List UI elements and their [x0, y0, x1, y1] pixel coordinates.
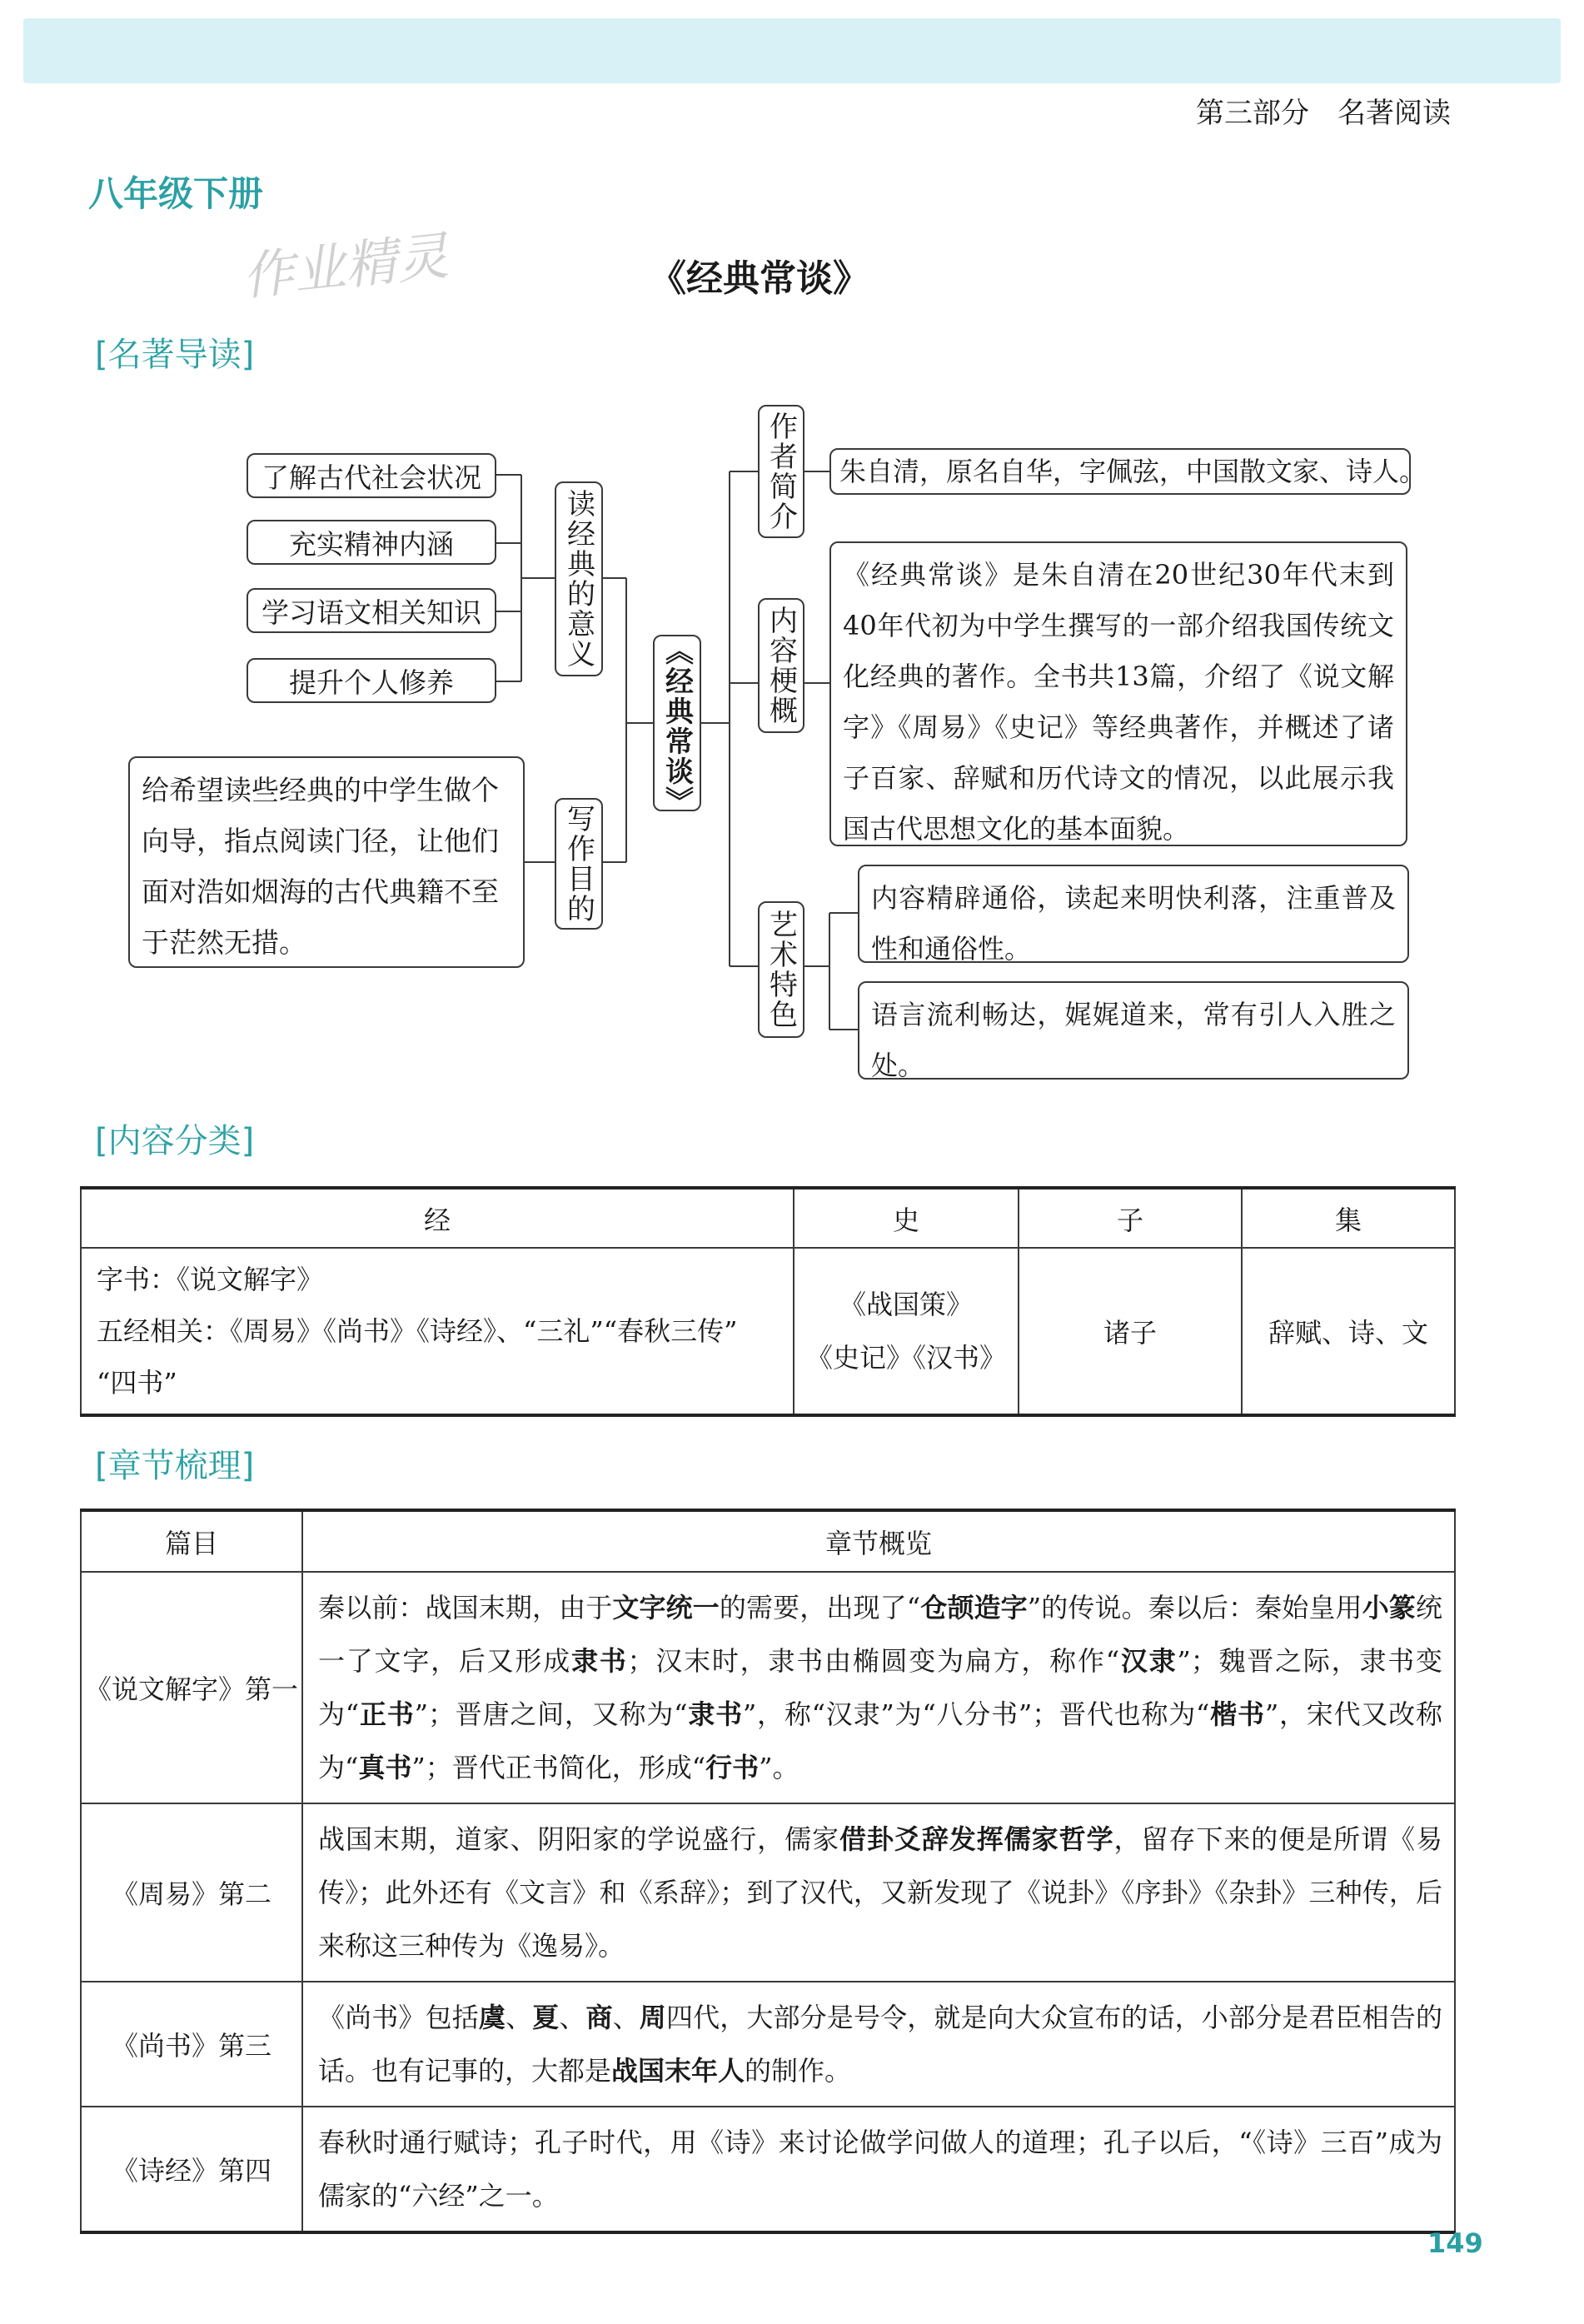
overview-text: ”，称“汉隶”为“八分书”；晋代也称为“ — [742, 1698, 1210, 1730]
overview-text: 春秋时通行赋诗；孔子时代，用《诗》来讨论做学问做人的道理；孔子以后，“《诗》三百”成为儒家的“六经”之一。 — [318, 2127, 1442, 2212]
summary-text: 《经典常谈》是朱自清在20世纪30年代末到40年代初为中学生撰写的一部介绍我国传统文化经典的著作。全书共13篇，介绍了《说文解字》《周易》《史记》等经典著作，并概述了诸子百家、辞赋和历代诗文的情况，以此展示我国古代思想文化的基本面貌。 — [829, 541, 1407, 846]
jing-line: 五经相关：《周易》《尚书》《诗经》、“三礼”“春秋三传” — [97, 1315, 738, 1347]
chapter-table — [80, 1509, 1456, 2234]
keyword-bold: 小篆 — [1362, 1592, 1416, 1623]
chapter-overview — [302, 1982, 1455, 2107]
header-zi: 子 — [1019, 1188, 1242, 1248]
overview-text: 四代，大部分是号令，就是向大众宣布的话，小部分是君臣相告的话。也有记事的，大都是 — [318, 2002, 1442, 2087]
summary-label: 内容梗概 — [758, 598, 804, 733]
keyword-bold: 真书 — [358, 1752, 412, 1783]
chapter-overview — [302, 1803, 1455, 1982]
overview-text: ”。 — [759, 1752, 799, 1783]
section-guide-label: [名著导读] — [95, 336, 255, 374]
keyword-bold: 借卦爻辞发挥儒家哲学 — [839, 1823, 1114, 1855]
section-title: 第三部分 名著阅读 — [1196, 97, 1451, 130]
chapter-title: 《尚书》第三 — [81, 1982, 302, 2107]
overview-text: ”的传说。秦以后：秦始皇用 — [1027, 1592, 1362, 1623]
jing-line: 字书：《说文解字》 — [97, 1264, 324, 1295]
header-ji: 集 — [1242, 1188, 1455, 1248]
author-label: 作者简介 — [758, 405, 804, 538]
header-title: 篇目 — [81, 1510, 302, 1572]
cell-ji: 辞赋、诗、文 — [1242, 1248, 1455, 1415]
art-label: 艺术特色 — [758, 901, 804, 1038]
significance-item: 充实精神内涵 — [247, 520, 496, 565]
book-title: 《经典常谈》 — [650, 257, 869, 300]
art-item: 内容精辟通俗，读起来明快利落，注重普及性和通俗性。 — [858, 865, 1409, 963]
page-number: 149 — [1427, 2227, 1483, 2259]
overview-text: 、 — [612, 2002, 640, 2033]
classify-table — [80, 1186, 1456, 1417]
center-book: 《经典常谈》 — [653, 635, 701, 811]
keyword-bold: 仓颉造字 — [920, 1592, 1028, 1623]
watermark: 作业精灵 — [239, 225, 451, 307]
keyword-bold: 虞 — [478, 2002, 506, 2033]
overview-text: ”；晋代正书简化，形成“ — [411, 1752, 706, 1783]
section-chapters-label: [章节梳理] — [95, 1447, 255, 1485]
jing-line: “四书” — [97, 1367, 177, 1399]
header-shi: 史 — [794, 1188, 1019, 1248]
overview-text: 统一了文字，后又形成 — [318, 1592, 1442, 1677]
chapter-title: 《诗经》第四 — [81, 2107, 302, 2232]
shi-line: 《战国策》 — [839, 1289, 973, 1320]
significance-item: 学习语文相关知识 — [247, 588, 496, 633]
overview-text: ”，宋代又改称为“ — [318, 1698, 1442, 1783]
cell-shi — [794, 1248, 1019, 1415]
keyword-bold: 楷书 — [1209, 1698, 1265, 1730]
keyword-bold: 汉隶 — [1119, 1645, 1178, 1677]
cell-zi: 诸子 — [1019, 1248, 1242, 1415]
header-jing: 经 — [81, 1188, 794, 1248]
grade-heading: 八年级下册 — [88, 173, 264, 214]
overview-text: 《尚书》包括 — [318, 2002, 479, 2033]
shi-line: 《史记》《汉书》 — [805, 1342, 1006, 1374]
significance-item: 提升个人修养 — [247, 658, 496, 703]
art-item: 语言流利畅达，娓娓道来，常有引人入胜之处。 — [858, 981, 1409, 1080]
keyword-bold: 商 — [585, 2002, 613, 2033]
significance-item: 了解古代社会状况 — [247, 453, 496, 498]
overview-text: 、 — [506, 2002, 533, 2033]
keyword-bold: 夏 — [532, 2002, 560, 2033]
keyword-bold: 正书 — [359, 1698, 415, 1730]
keyword-bold: 隶书 — [570, 1645, 628, 1677]
overview-text: 、 — [559, 2002, 586, 2033]
purpose-text: 给希望读些经典的中学生做个向导，指点阅读门径，让他们面对浩如烟海的古代典籍不至于茫然无措。 — [128, 756, 525, 968]
chapter-title: 《说文解字》第一 — [81, 1572, 302, 1803]
overview-text: ，留存下来的便是所谓《易传》；此外还有《文言》和《系辞》；到了汉代，又新发现了《说卦》《序卦》《杂卦》三种传，后来称这三种传为《逸易》。 — [318, 1823, 1442, 1962]
overview-text: 的需要，出现了“ — [719, 1592, 921, 1623]
chapter-overview — [302, 1572, 1455, 1803]
overview-text: ”；晋唐之间，又称为“ — [414, 1698, 688, 1730]
keyword-bold: 行书 — [705, 1752, 760, 1783]
keyword-bold: 文字统一 — [612, 1592, 720, 1623]
section-classify-label: [内容分类] — [95, 1122, 255, 1160]
overview-text: ；汉末时，隶书由椭圆变为扁方，称作“ — [627, 1645, 1120, 1677]
keyword-bold: 周 — [639, 2002, 666, 2033]
overview-text: 战国末期，道家、阴阳家的学说盛行，儒家 — [318, 1823, 840, 1855]
significance-label: 读经典的意义 — [555, 481, 603, 676]
chapter-overview — [302, 2107, 1455, 2232]
header-overview: 章节概览 — [302, 1510, 1455, 1572]
purpose-label: 写作目的 — [555, 798, 603, 930]
keyword-bold: 隶书 — [687, 1698, 743, 1730]
overview-text: ”；魏晋之际，隶书变为“ — [318, 1645, 1442, 1730]
author-text: 朱自清，原名自华，字佩弦，中国散文家、诗人。 — [829, 448, 1411, 495]
keyword-bold: 战国末年人 — [611, 2055, 745, 2087]
overview-text: 秦以前：战国末期，由于 — [318, 1592, 613, 1623]
cell-jing — [81, 1248, 794, 1415]
chapter-title: 《周易》第二 — [81, 1803, 302, 1982]
overview-text: 的制作。 — [745, 2055, 852, 2087]
